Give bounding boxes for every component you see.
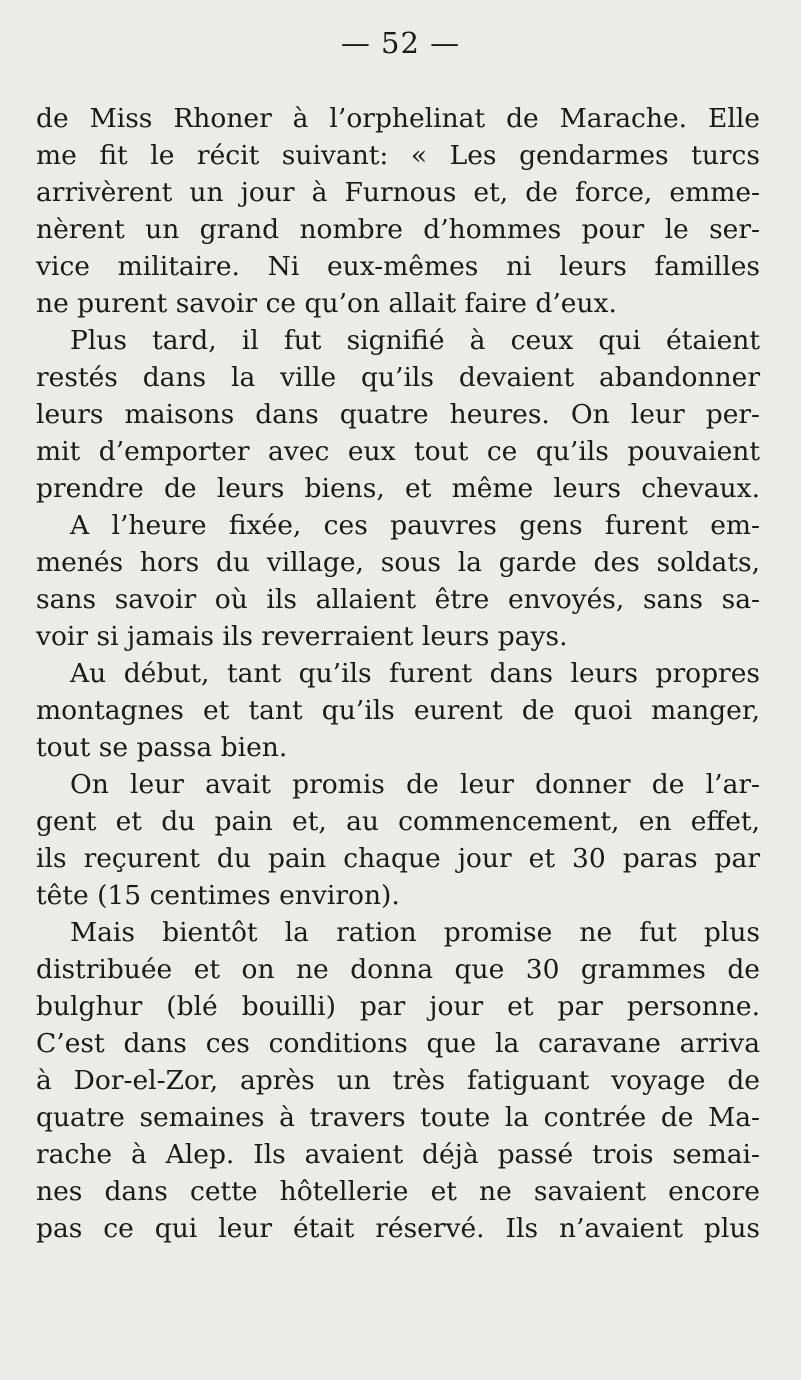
text-line: nèrent un grand nombre d’hommes pour le ser-: [36, 214, 760, 245]
text-line: quatre semaines à travers toute la contrée de Ma-: [36, 1102, 760, 1133]
text-line: de Miss Rhoner à l’orphelinat de Marache. Elle: [36, 103, 760, 134]
text-line: me fit le récit suivant: « Les gendarmes turcs: [36, 140, 760, 171]
text-line: sans savoir où ils allaient être envoyés, sans sa-: [36, 584, 760, 615]
paragraph: [36, 655, 760, 766]
text-line: voir si jamais ils reverraient leurs pays.: [36, 621, 568, 652]
text-line: On leur avait promis de leur donner de l’ar-: [70, 769, 760, 800]
paragraph: [36, 100, 760, 322]
text-line: Plus tard, il fut signifié à ceux qui étaient: [70, 325, 760, 356]
text-line: C’est dans ces conditions que la caravane arriva: [36, 1028, 760, 1059]
text-line: vice militaire. Ni eux-mêmes ni leurs familles: [36, 251, 760, 282]
text-line: bulghur (blé bouilli) par jour et par personne.: [36, 991, 760, 1022]
text-line: ils reçurent du pain chaque jour et 30 paras par: [36, 843, 760, 874]
text-line: à Dor-el-Zor, après un très fatiguant voyage de: [36, 1065, 760, 1096]
text-line: nes dans cette hôtellerie et ne savaient encore: [36, 1176, 760, 1207]
text-line: Mais bientôt la ration promise ne fut plus: [70, 917, 760, 948]
text-line: distribuée et on ne donna que 30 grammes de: [36, 954, 760, 985]
text-line: pas ce qui leur était réservé. Ils n’avaient plus: [36, 1213, 760, 1244]
text-line: arrivèrent un jour à Furnous et, de force, emme-: [36, 177, 760, 208]
text-line: leurs maisons dans quatre heures. On leur per-: [36, 399, 760, 430]
text-line: Au début, tant qu’ils furent dans leurs propres: [70, 658, 760, 689]
body-text: [36, 100, 760, 1247]
text-line: tête (15 centimes environ).: [36, 880, 400, 911]
text-line: restés dans la ville qu’ils devaient abandonner: [36, 362, 760, 393]
text-line: rache à Alep. Ils avaient déjà passé trois semai-: [36, 1139, 760, 1170]
text-line: menés hors du village, sous la garde des soldats,: [36, 547, 760, 578]
paragraph: [36, 914, 760, 1247]
text-line: gent et du pain et, au commencement, en effet,: [36, 806, 760, 837]
text-line: A l’heure fixée, ces pauvres gens furent em-: [70, 510, 760, 541]
paragraph: [36, 766, 760, 914]
text-line: ne purent savoir ce qu’on allait faire d’eux.: [36, 288, 617, 319]
paragraph: [36, 507, 760, 655]
text-line: tout se passa bien.: [36, 732, 288, 763]
text-line: montagnes et tant qu’ils eurent de quoi manger,: [36, 695, 760, 726]
text-line: prendre de leurs biens, et même leurs chevaux.: [36, 473, 760, 504]
page-number: — 52 —: [340, 26, 461, 60]
text-line: mit d’emporter avec eux tout ce qu’ils pouvaient: [36, 436, 760, 467]
paragraph: [36, 322, 760, 507]
